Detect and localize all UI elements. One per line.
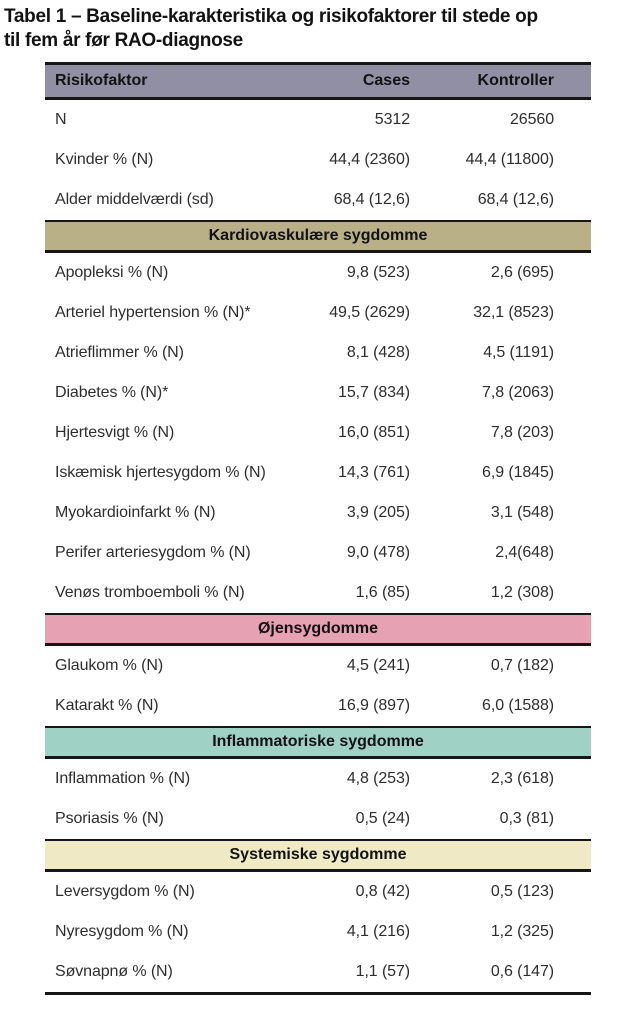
table-row xyxy=(45,373,591,413)
section-header-systemiske-sygdomme: Systemiske sygdomme xyxy=(45,839,591,872)
kontroller-value: 1,2 (308) xyxy=(490,583,554,601)
kontroller-value: 7,8 (203) xyxy=(490,423,554,441)
cases-value: 15,7 (834) xyxy=(338,383,410,401)
row-label: Arteriel hypertension % (N)* xyxy=(55,303,251,321)
table-row xyxy=(45,872,591,912)
table-header-row xyxy=(45,62,591,100)
table-row xyxy=(45,100,591,140)
cases-value: 1,1 (57) xyxy=(355,962,410,980)
table-row xyxy=(45,799,591,839)
cases-value: 68,4 (12,6) xyxy=(333,190,410,208)
kontroller-value: 26560 xyxy=(510,110,554,128)
cases-value: 14,3 (761) xyxy=(338,463,410,481)
row-label: Kvinder % (N) xyxy=(55,150,154,168)
cases-value: 0,5 (24) xyxy=(355,809,410,827)
baseline-table xyxy=(45,62,591,995)
table-row xyxy=(45,413,591,453)
table-row xyxy=(45,912,591,952)
kontroller-value: 7,8 (2063) xyxy=(482,383,554,401)
kontroller-value: 0,5 (123) xyxy=(490,882,554,900)
table-row xyxy=(45,533,591,573)
table-row xyxy=(45,140,591,180)
row-label: Diabetes % (N)* xyxy=(55,383,169,401)
table-row xyxy=(45,493,591,533)
row-label: Alder middelværdi (sd) xyxy=(55,190,214,208)
table-row xyxy=(45,686,591,726)
row-label: Hjertesvigt % (N) xyxy=(55,423,175,441)
table-row xyxy=(45,333,591,373)
table-row xyxy=(45,253,591,293)
table-title xyxy=(4,5,640,53)
cases-value: 4,1 (216) xyxy=(346,922,410,940)
table-body xyxy=(45,100,591,992)
kontroller-value: 44,4 (11800) xyxy=(465,150,554,168)
row-label: Glaukom % (N) xyxy=(55,656,164,674)
kontroller-value: 68,4 (12,6) xyxy=(477,190,554,208)
cases-value: 3,9 (205) xyxy=(346,503,410,521)
cases-value: 8,1 (428) xyxy=(346,343,410,361)
cases-value: 44,4 (2360) xyxy=(329,150,410,168)
table-row xyxy=(45,453,591,493)
row-label: N xyxy=(55,110,67,128)
table-row xyxy=(45,293,591,333)
cases-value: 0,8 (42) xyxy=(355,882,410,900)
section-header-kardiovaskulære-sygdomme: Kardiovaskulære sygdomme xyxy=(45,220,591,253)
table-row xyxy=(45,952,591,992)
row-label: Psoriasis % (N) xyxy=(55,809,164,827)
kontroller-value: 3,1 (548) xyxy=(490,503,554,521)
row-label: Iskæmisk hjertesygdom % (N) xyxy=(55,463,266,481)
kontroller-value: 6,0 (1588) xyxy=(482,696,554,714)
row-label: Apopleksi % (N) xyxy=(55,263,169,281)
row-label: Katarakt % (N) xyxy=(55,696,159,714)
table-row xyxy=(45,646,591,686)
cases-value: 4,8 (253) xyxy=(346,769,410,787)
kontroller-value: 1,2 (325) xyxy=(490,922,554,940)
row-label: Venøs tromboemboli % (N) xyxy=(55,583,245,601)
kontroller-value: 2,6 (695) xyxy=(490,263,554,281)
row-label: Nyresygdom % (N) xyxy=(55,922,189,940)
kontroller-value: 6,9 (1845) xyxy=(482,463,554,481)
kontroller-value: 2,4(648) xyxy=(495,543,554,561)
table-title-line2: til fem år før RAO-diagnose xyxy=(4,29,243,51)
kontroller-value: 0,7 (182) xyxy=(490,656,554,674)
section-header-øjensygdomme: Øjensygdomme xyxy=(45,613,591,646)
kontroller-value: 0,6 (147) xyxy=(490,962,554,980)
column-header-cases: Cases xyxy=(362,71,410,89)
kontroller-value: 32,1 (8523) xyxy=(473,303,554,321)
table-title-line1: Tabel 1 – Baseline-karakteristika og risikofaktorer til stede op xyxy=(4,6,538,27)
cases-value: 4,5 (241) xyxy=(346,656,410,674)
table-row xyxy=(45,573,591,613)
row-label: Myokardioinfarkt % (N) xyxy=(55,503,216,521)
column-header-risikofaktor: Risikofaktor xyxy=(55,71,148,89)
cases-value: 49,5 (2629) xyxy=(329,303,410,321)
cases-value: 16,9 (897) xyxy=(338,696,410,714)
row-label: Leversygdom % (N) xyxy=(55,882,195,900)
kontroller-value: 2,3 (618) xyxy=(490,769,554,787)
section-header-inflammatoriske-sygdomme: Inflammatoriske sygdomme xyxy=(45,726,591,759)
kontroller-value: 4,5 (1191) xyxy=(483,343,554,361)
cases-value: 16,0 (851) xyxy=(338,423,410,441)
row-label: Atrieflimmer % (N) xyxy=(55,343,184,361)
row-label: Perifer arteriesygdom % (N) xyxy=(55,543,251,561)
table-row xyxy=(45,759,591,799)
row-label: Inflammation % (N) xyxy=(55,769,191,787)
kontroller-value: 0,3 (81) xyxy=(499,809,554,827)
column-header-kontroller: Kontroller xyxy=(477,71,554,89)
row-label: Søvnapnø % (N) xyxy=(55,962,173,980)
page xyxy=(0,5,640,995)
cases-value: 9,0 (478) xyxy=(346,543,410,561)
table-row xyxy=(45,180,591,220)
cases-value: 9,8 (523) xyxy=(346,263,410,281)
cases-value: 5312 xyxy=(374,110,410,128)
cases-value: 1,6 (85) xyxy=(355,583,410,601)
